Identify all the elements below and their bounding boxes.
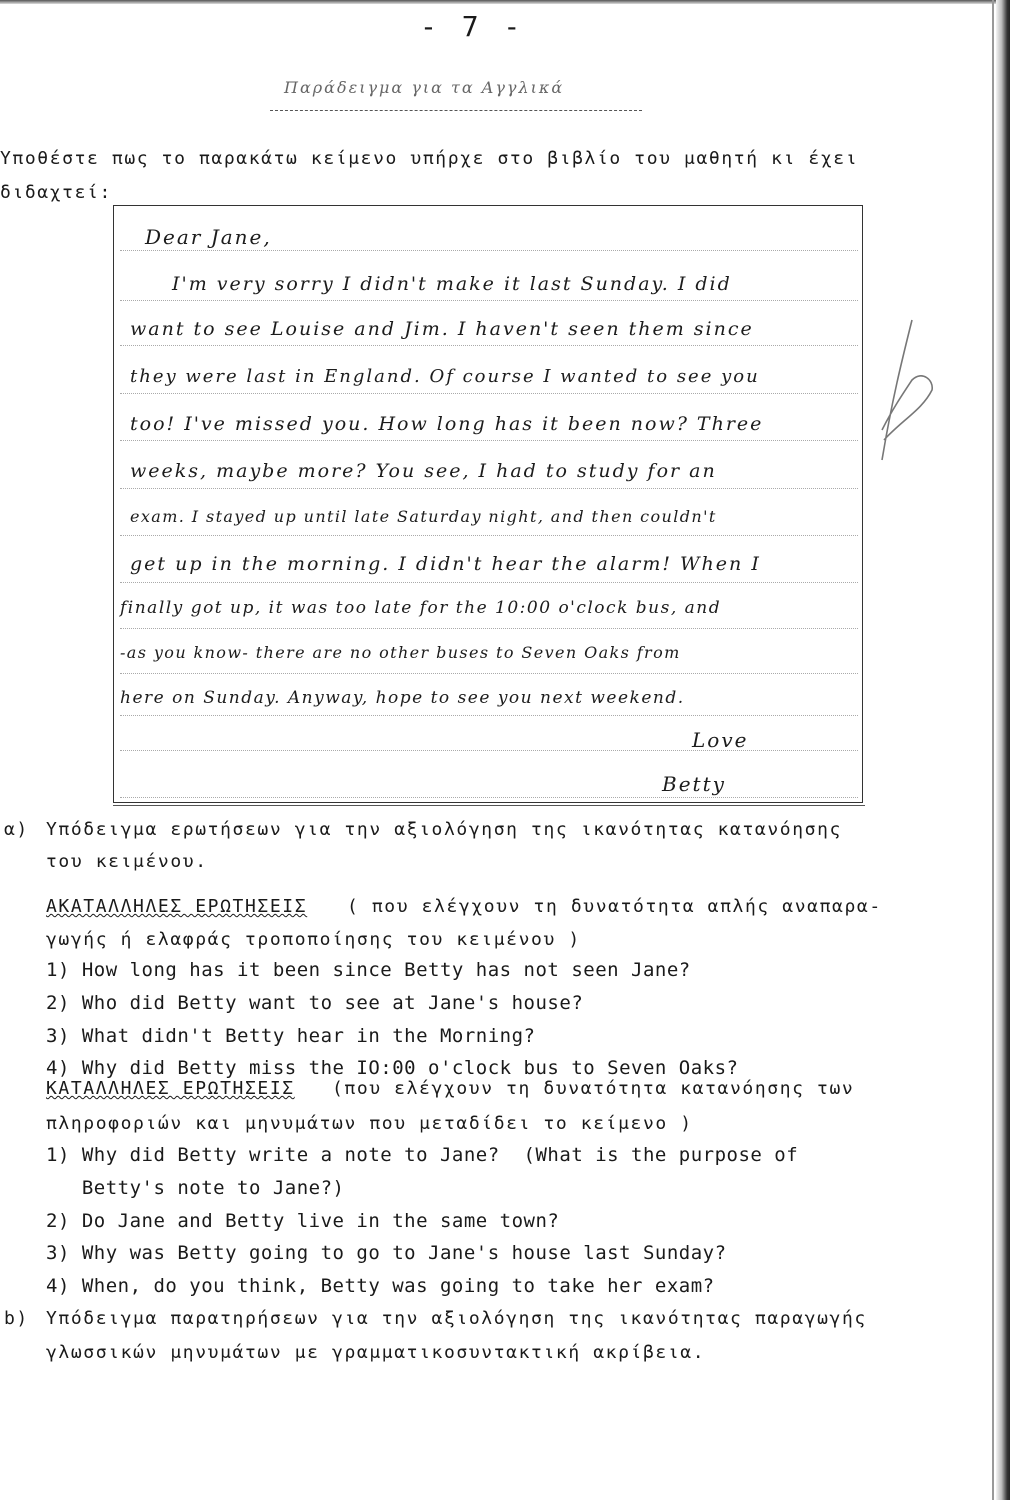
inappropriate-question: 3) What didn't Betty hear in the Morning?: [46, 1025, 536, 1047]
inappropriate-question: 4) Why did Betty miss the IO:00 o'clock bus to Seven Oaks?: [46, 1057, 739, 1079]
letter-line: -as you know- there are no other buses to Seven Oaks from: [120, 643, 681, 662]
section-b-marker: b): [4, 1308, 29, 1329]
appropriate-desc-line-2: πληροφοριών και μηνυμάτων που μεταδίδει το κείμενο ): [46, 1113, 693, 1134]
ruled-line: [120, 535, 858, 536]
letter-closing: Love: [692, 728, 749, 752]
ruled-line: [120, 300, 858, 301]
letter-line: get up in the morning. I didn't hear the alarm! When I: [130, 553, 761, 575]
page-binding-line: [992, 0, 994, 1500]
inappropriate-desc-line-1: ( που ελέγχουν τη δυνατότητα απλής αναπαρα-: [347, 896, 882, 917]
ruled-line: [120, 715, 858, 716]
inappropriate-label: ΑΚΑΤΑΛΛΗΛΕΣ ΕΡΩΤΗΣΕΙΣ: [46, 896, 308, 917]
appropriate-question: 1) Why did Betty write a note to Jane? (What is the purpose of: [46, 1144, 799, 1166]
letter-line: they were last in England. Of course I wanted to see you: [130, 366, 760, 387]
inappropriate-question: 2) Who did Betty want to see at Jane's house?: [46, 992, 584, 1014]
ruled-line: [120, 797, 858, 798]
heading-underline: [270, 110, 642, 111]
section-a-title-line-2: του κειμένου.: [46, 851, 208, 872]
appropriate-label: ΚΑΤΑΛΛΗΛΕΣ ΕΡΩΤΗΣΕΙΣ: [46, 1078, 295, 1099]
margin-scribble-icon: [862, 300, 942, 470]
letter-line: here on Sunday. Anyway, hope to see you next weekend.: [120, 688, 685, 708]
section-a-marker: α): [4, 819, 29, 840]
section-b-title-line-2: γλωσσικών μηνυμάτων με γραμματικοσυντακτική ακρίβεια.: [46, 1342, 706, 1363]
page-number: - 7 -: [420, 10, 525, 43]
letter-signature: Betty: [662, 772, 726, 796]
page-heading: Παράδειγμα για τα Αγγλικά: [284, 78, 565, 97]
ruled-line: [120, 440, 858, 441]
section-a-title-line-1: Υπόδειγμα ερωτήσεων για την αξιολόγηση της ικανότητας κατανόησης: [46, 819, 842, 840]
page-right-edge: [996, 0, 1010, 1500]
ruled-line: [120, 488, 858, 489]
inappropriate-question: 1) How long has it been since Betty has not seen Jane?: [46, 959, 691, 981]
letter-line: want to see Louise and Jim. I haven't seen them since: [130, 318, 754, 340]
ruled-line: [120, 250, 858, 251]
appropriate-desc-line-1: (που ελέγχουν τη δυνατότητα κατανόησης των: [332, 1078, 855, 1099]
ruled-line: [120, 393, 858, 394]
letter-line: too! I've missed you. How long has it been now? Three: [130, 413, 764, 435]
inappropriate-desc-line-2: γωγής ή ελαφράς τροποποίησης του κειμένου ): [46, 929, 581, 950]
page-top-edge: [0, 0, 1010, 4]
appropriate-question: 4) When, do you think, Betty was going to take her exam?: [46, 1275, 715, 1297]
letter-salutation: Dear Jane,: [145, 225, 272, 249]
section-b-title-line-1: Υπόδειγμα παρατηρήσεων για την αξιολόγηση της ικανότητας παραγωγής: [46, 1308, 867, 1329]
ruled-line: [120, 628, 858, 629]
letter-line: exam. I stayed up until late Saturday night, and then couldn't: [130, 507, 717, 526]
letter-line: I'm very sorry I didn't make it last Sunday. I did: [172, 273, 732, 295]
ruled-line: [120, 582, 858, 583]
ruled-line: [120, 345, 858, 346]
appropriate-question: 2) Do Jane and Betty live in the same town?: [46, 1210, 560, 1232]
letter-line: weeks, maybe more? You see, I had to study for an: [130, 460, 717, 482]
letter-line: finally got up, it was too late for the 10:00 o'clock bus, and: [120, 598, 722, 618]
letter-frame-bottom-rule: [113, 805, 865, 806]
appropriate-question: 3) Why was Betty going to go to Jane's house last Sunday?: [46, 1242, 727, 1264]
intro-line-1: Υποθέστε πως το παρακάτω κείμενο υπήρχε στο βιβλίο του μαθητή κι έχει: [0, 148, 859, 169]
intro-line-2: διδαχτεί:: [0, 182, 112, 203]
appropriate-question: Betty's note to Jane?): [46, 1177, 345, 1199]
ruled-line: [120, 673, 858, 674]
